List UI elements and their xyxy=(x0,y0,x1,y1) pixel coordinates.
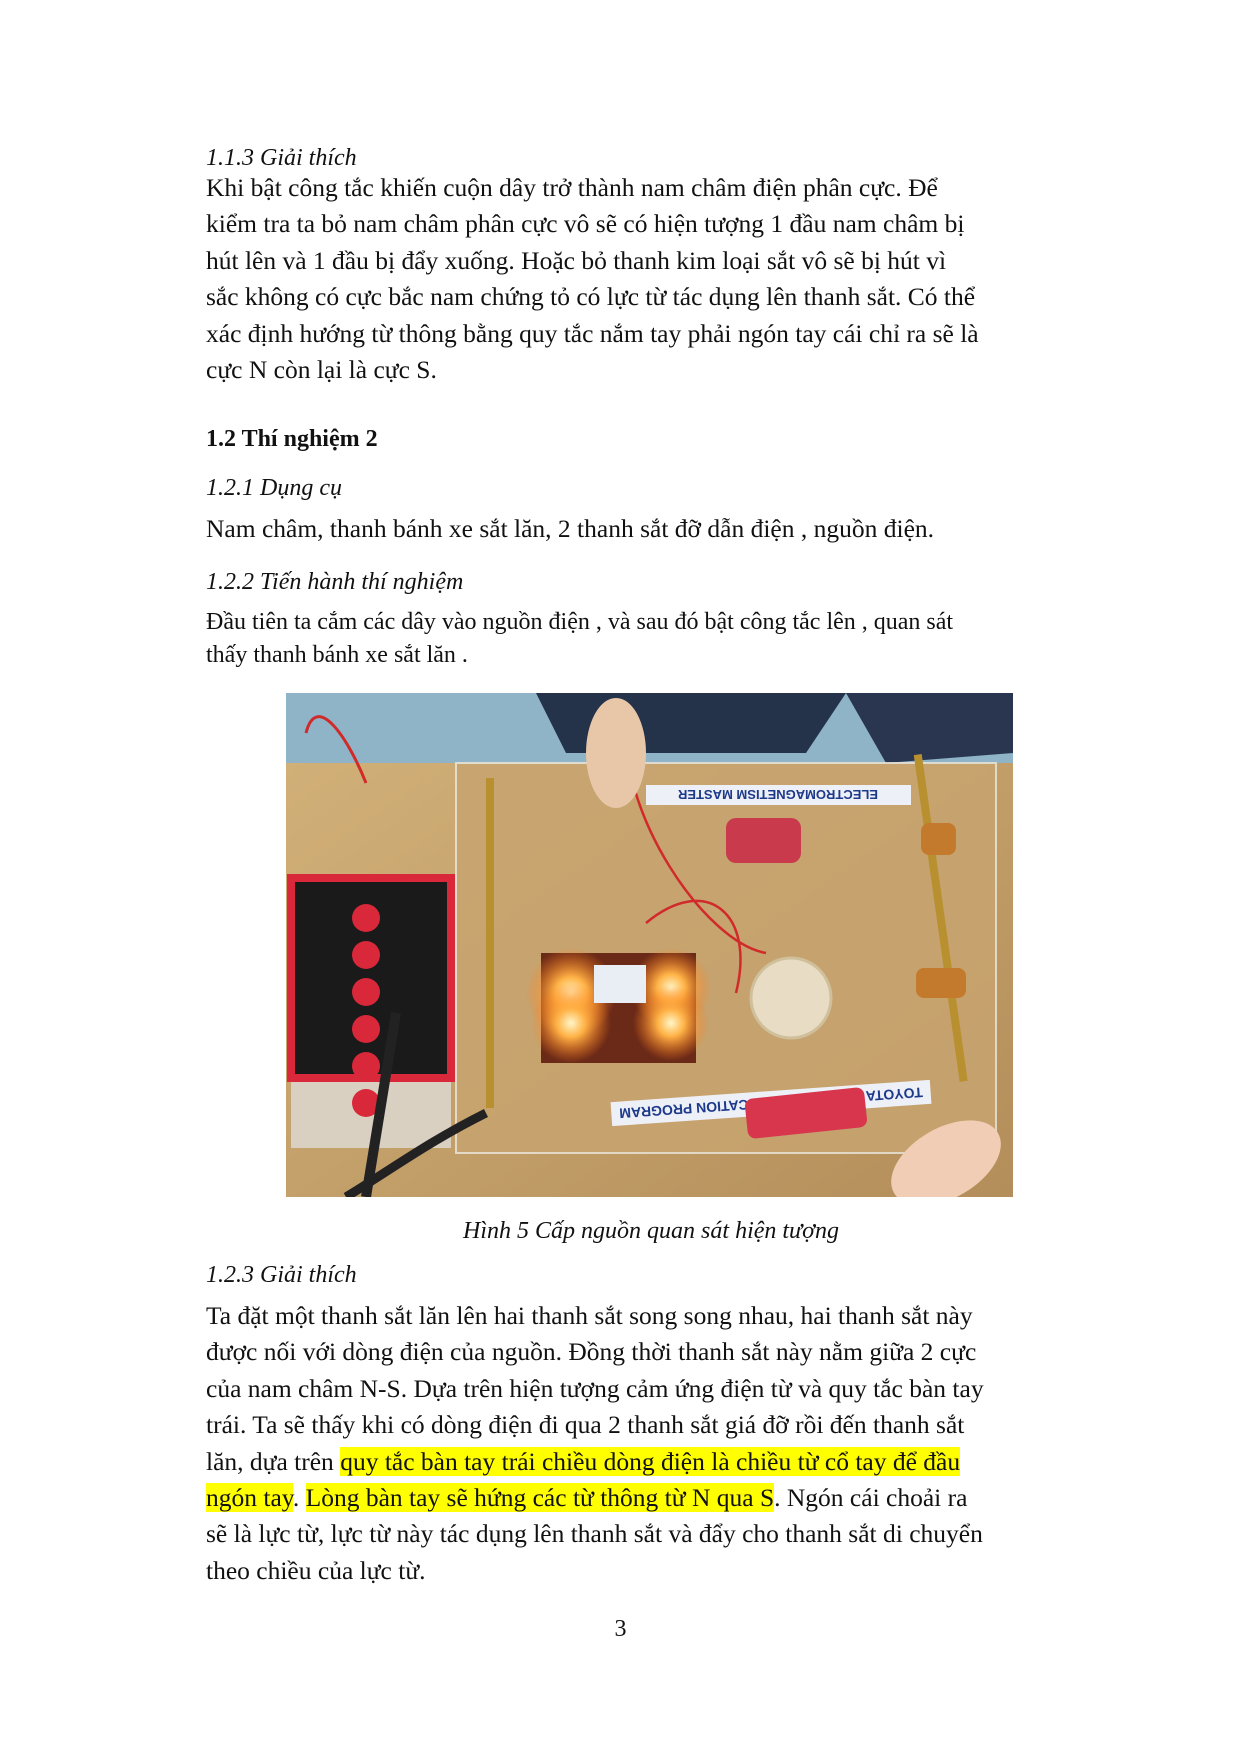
paragraph-1-2-3 xyxy=(206,1298,1096,1589)
text-line: trái. Ta sẽ thấy khi có dòng điện đi qua 2 thanh sắt giá đỡ rồi đến thanh sắt xyxy=(206,1410,965,1440)
text-line: Đầu tiên ta cắm các dây vào nguồn điện , và sau đó bật công tắc lên , quan sát xyxy=(206,609,954,635)
text-span: . xyxy=(292,1483,306,1513)
text-line: được nối với dòng điện của nguồn. Đồng thời thanh sắt này nằm giữa 2 cực xyxy=(206,1337,977,1367)
heading-1-2-2: 1.2.2 Tiến hành thí nghiệm xyxy=(206,569,464,595)
paragraph-1-2-1: Nam châm, thanh bánh xe sắt lăn, 2 thanh sắt đỡ dẫn điện , nguồn điện. xyxy=(206,514,935,543)
paragraph-1-2-2 xyxy=(206,606,1096,672)
heading-1-2: 1.2 Thí nghiệm 2 xyxy=(206,426,378,452)
heading-1-1-3: 1.1.3 Giải thích xyxy=(206,145,357,171)
text-line: sắc không có cực bắc nam chứng tỏ có lực từ tác dụng lên thanh sắt. Có thể xyxy=(206,282,976,312)
heading-1-2-3: 1.2.3 Giải thích xyxy=(206,1262,357,1288)
paragraph-1-1-3 xyxy=(206,170,1096,388)
svg-text:TOYOTA TECHNICAL EDUCATION PRO: TOYOTA EDUCATION PROGRAM xyxy=(618,1084,924,1122)
text-line xyxy=(206,1480,1096,1516)
heading-1-2-1: 1.2.1 Dụng cụ xyxy=(206,475,342,501)
text-span: . Ngón cái choải ra xyxy=(774,1483,968,1513)
text-line: thấy thanh bánh xe sắt lăn . xyxy=(206,642,468,668)
text-line: sẽ là lực từ, lực từ này tác dụng lên thanh sắt và đẩy cho thanh sắt di chuyển xyxy=(206,1519,983,1549)
text-line: theo chiều của lực từ. xyxy=(206,1555,426,1585)
highlighted-text: ngón tay xyxy=(206,1483,293,1513)
text-line: hút lên và 1 đầu bị đẩy xuống. Hoặc bỏ thanh kim loại sắt vô sẽ bị hút vì xyxy=(206,245,947,275)
text-line: Khi bật công tắc khiến cuộn dây trở thành nam châm điện phân cực. Để xyxy=(206,173,938,202)
figure-caption: Hình 5 Cấp nguồn quan sát hiện tượng xyxy=(463,1218,839,1244)
text-line: xác định hướng từ thông bằng quy tắc nắm tay phải ngón tay cái chỉ ra sẽ là xyxy=(206,318,979,348)
text-line: Ta đặt một thanh sắt lăn lên hai thanh sắt song song nhau, hai thanh sắt này xyxy=(206,1301,973,1330)
text-line: cực N còn lại là cực S. xyxy=(206,355,437,385)
page-number: 3 xyxy=(614,1616,627,1642)
text-span: lăn, dựa trên xyxy=(206,1446,341,1476)
svg-text:ELECTROMAGNETISM MASTER: ELECTROMAGNETISM MASTER xyxy=(677,787,879,802)
highlighted-text: Lòng bàn tay sẽ hứng các từ thông từ N qua S xyxy=(305,1483,775,1513)
text-line xyxy=(206,1444,1096,1480)
text-line: kiểm tra ta bỏ nam châm phân cực vô sẽ có hiện tượng 1 đầu nam châm bị xyxy=(206,209,965,239)
text-line: của nam châm N-S. Dựa trên hiện tượng cảm ứng điện từ và quy tắc bàn tay xyxy=(206,1373,984,1403)
figure-photo-electromagnetism-board xyxy=(286,693,1013,1197)
highlighted-text: quy tắc bàn tay trái chiều dòng điện là chiều từ cổ tay để đầu xyxy=(340,1446,961,1476)
photo-illustration xyxy=(286,693,1013,1197)
